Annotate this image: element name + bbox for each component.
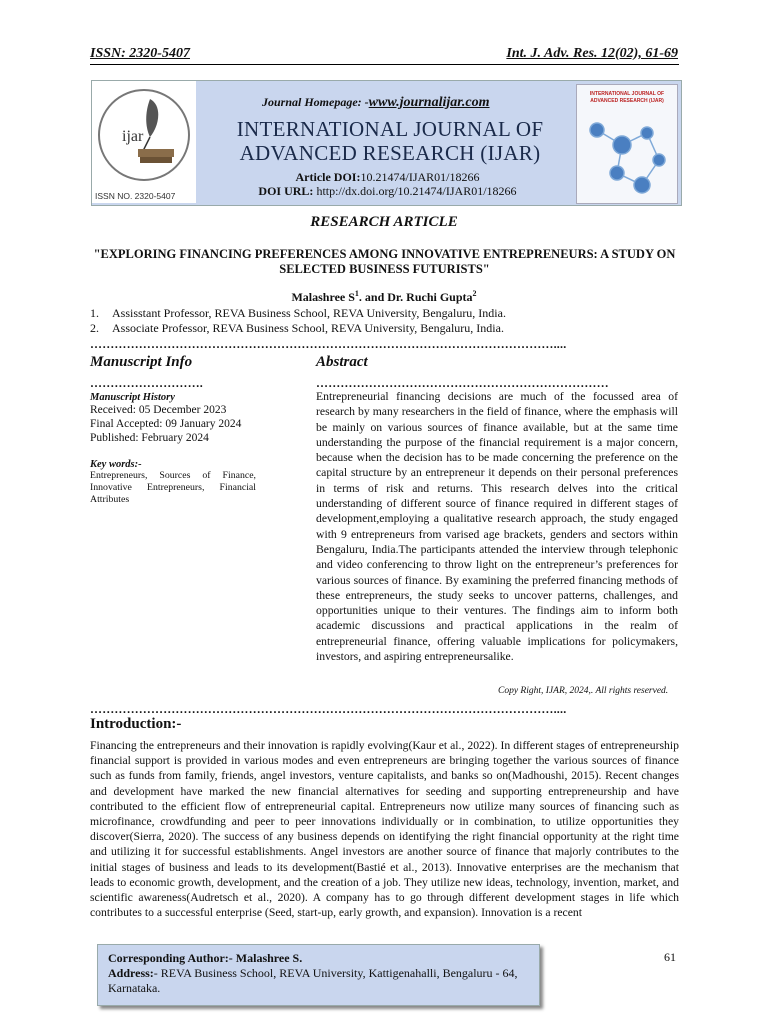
doi-url-label: DOI URL: bbox=[258, 184, 314, 198]
header-rule bbox=[90, 64, 679, 65]
doi-value: 10.21474/IJAR01/18266 bbox=[360, 170, 480, 184]
received-date: Received: 05 December 2023 bbox=[90, 404, 227, 416]
affiliation-2-num: 2. bbox=[90, 321, 99, 335]
svg-text:ijar: ijar bbox=[122, 128, 144, 145]
author-2: . and Dr. Ruchi Gupta bbox=[358, 290, 473, 304]
divider-right: ……………………………………………………………… bbox=[316, 376, 609, 390]
journal-title-line1: INTERNATIONAL JOURNAL OF bbox=[236, 117, 544, 141]
introduction-text: Financing the entrepreneurs and their innovation is rapidly evolving(Kaur et al., 2022). In different stages of entrepreneurship financial support is provided in various modes and even entrepreneurs are bringing together the various sources of finance such as funds from family, friends, angel investors, venture capitalists, and banks so on(Madhoushi, 2015). Recent changes and development have marked the new financial alternatives for seeding and supporting entrepreneurship and have contributed to the efficient flow of entrepreneurial capital. Entrepreneurs now utilize many sources of financing such as microfinance, crowdfunding and peer to peer innovations individually or in combination, to utilize opportunities they discover(Sierra, 2020). The success of any business depends on identifying the right financial opportunity at the right time and utilizing it for successful establishments. Angel investors are another source of finance that majorly contributes to the initial stages of business and leads to its development(Bastié et al., 2013). Innovative enterprises are the mechanism that leads to economic growth, development, and the creation of a job. They utilize new ideas, technology, invention, market, and scientific awareness(Audretsch et al., 2020). A company has to go through different development stages in life which contributes to a successful enterprise (Seed, start-up, early growth, and expansion). Innovation is a recent bbox=[90, 739, 679, 920]
affiliation-2-text: Associate Professor, REVA Business School, REVA University, Bengaluru, India. bbox=[112, 321, 504, 335]
author-1: Malashree S bbox=[291, 290, 355, 304]
doi-block bbox=[200, 170, 575, 198]
copyright: Copy Right, IJAR, 2024,. All rights reserved. bbox=[498, 686, 669, 696]
affiliation-2 bbox=[90, 321, 504, 336]
keywords-heading: Key words:- bbox=[90, 459, 142, 470]
issn-header: ISSN: 2320-5407 bbox=[90, 46, 190, 61]
journal-logo bbox=[92, 81, 196, 203]
corresponding-address bbox=[108, 966, 529, 996]
affiliation-1-text: Assisstant Professor, REVA Business School, REVA University, Bengaluru, India. bbox=[112, 306, 506, 320]
affiliation-1-num: 1. bbox=[90, 306, 99, 320]
journal-title-line2: ADVANCED RESEARCH (IJAR) bbox=[239, 141, 541, 165]
author-2-sup: 2 bbox=[472, 289, 477, 298]
homepage-label: Journal Homepage: - bbox=[262, 95, 369, 109]
manuscript-info-heading: Manuscript Info bbox=[90, 354, 193, 370]
history-heading: Manuscript History bbox=[90, 392, 175, 403]
introduction-heading: Introduction:- bbox=[90, 716, 182, 732]
article-type: RESEARCH ARTICLE bbox=[310, 214, 458, 230]
logo-issn: ISSN NO. 2320-5407 bbox=[95, 191, 176, 201]
citation-header: Int. J. Adv. Res. 12(02), 61-69 bbox=[506, 46, 678, 61]
keywords: Entrepreneurs, Sources of Finance, Innovative Entrepreneurs, Financial Attributes bbox=[90, 470, 256, 505]
abstract-heading: Abstract bbox=[316, 354, 368, 370]
svg-text:INTERNATIONAL JOURNAL OF: INTERNATIONAL JOURNAL OF bbox=[589, 91, 665, 97]
homepage-link[interactable]: www.journalijar.com bbox=[368, 95, 490, 110]
corresponding-author: Corresponding Author:- Malashree S. bbox=[108, 951, 303, 965]
accepted-date: Final Accepted: 09 January 2024 bbox=[90, 418, 242, 430]
doi-label: Article DOI: bbox=[295, 170, 361, 184]
journal-title bbox=[220, 117, 560, 165]
logo-emblem-icon bbox=[98, 89, 190, 181]
svg-text:ADVANCED RESEARCH (IJAR): ADVANCED RESEARCH (IJAR) bbox=[590, 98, 664, 104]
abstract-text: Entrepreneurial financing decisions are much of the focussed area of research by many researchers in the field of finance, where the emphasis will be mainly on various sources of finance available, but at the same time understanding the purpose of the financial requirement is a major concern, because when the decision has to be made concerning the preference on the capital structure by an entrepreneur it depends on their personal preferences in terms of risk and returns. This research delves into the critical understanding of different source of finance required in different stages of development,employing a qualitative research approach, the study engaged with 9 entrepreneurs from varised age brackets, genders and sectors within Bengaluru, India.The participants attended the interview through telephonic and video conferencing to throw light on the entrepreneur’s preferences for various sources of finance. By examining the preferred financing methods of these entrepreneurs, the study seeks to uncover patterns, challenges, and opportunities unique to their ventures. The findings aim to inform both academic discussions and practical applications in the realm of entrepreneurial finance, offering valuable implications for policymakers, investors, and aspiring entrepreneursalike. bbox=[316, 390, 678, 664]
article-title: "EXPLORING FINANCING PREFERENCES AMONG INNOVATIVE ENTREPRENEURS: A STUDY ON SELECTED BUSINESS FUTURISTS" bbox=[93, 247, 676, 276]
page-number: 61 bbox=[664, 950, 676, 964]
divider-bottom: …………………………………………………………………………………………………….... bbox=[90, 702, 567, 716]
history-dates bbox=[90, 403, 241, 445]
doi-url-link[interactable]: http://dx.doi.org/10.21474/IJAR01/18266 bbox=[316, 184, 517, 198]
affiliation-1 bbox=[90, 306, 506, 321]
journal-homepage bbox=[262, 95, 490, 111]
divider-top: …………………………………………………………………………………………………….... bbox=[90, 337, 567, 351]
journal-cover-image bbox=[576, 84, 678, 204]
address-text: - REVA Business School, REVA University, Kattigenahalli, Bengaluru - 64, Karnataka. bbox=[108, 966, 518, 995]
address-label: Address: bbox=[108, 966, 154, 980]
authors bbox=[0, 289, 768, 305]
divider-left: ………………………. bbox=[90, 376, 203, 390]
published-date: Published: February 2024 bbox=[90, 432, 209, 444]
author-1-sup: 1 bbox=[354, 289, 359, 298]
corresponding-author-box bbox=[97, 944, 540, 1006]
